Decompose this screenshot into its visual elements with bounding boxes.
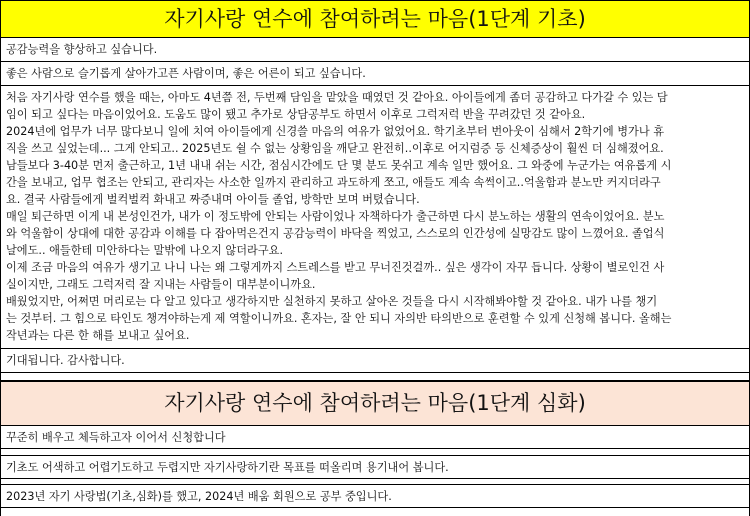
story-line: 직을 쓰고 싶었는데... 그게 안되고.. 2025년도 쉴 수 없는 상황임을 깨닫고 완전히..이후로 어지럼증 등 신체증상이 훨씬 더 심해졌어요. xyxy=(6,142,664,155)
story-line: 요. 결국 사람들에게 벌컥벌컥 화내고 짜증내며 아이들 졸업, 방학만 보며 버텼습니다. xyxy=(6,193,420,206)
story-line: 작년과는 다른 한 해를 보내고 싶어요. xyxy=(6,329,190,342)
advanced-response-3: 2023년 자기 사랑법(기초,심화)를 했고, 2024년 배움 회원으로 공부 중입니다. xyxy=(1,485,749,508)
basic-response-1: 공감능력을 향상하고 싶습니다. xyxy=(1,38,749,62)
story-line: 임이 되고 싶다는 마음이었어요. 도움도 많이 됐고 추가로 상담공부도 하면서 이후로 그럭저럭 반을 꾸려갔던 것 같아요. xyxy=(6,108,586,121)
basic-response-story xyxy=(1,86,749,349)
section-title-advanced: 자기사랑 연수에 참여하려는 마음(1단계 심화) xyxy=(1,381,749,426)
story-line: 2024년에 업무가 너무 많다보니 일에 치여 아이들에게 신경쓸 마음의 여유가 없었어요. 학기초부터 번아웃이 심해서 2학기에 병가나 휴 xyxy=(6,125,665,138)
story-line: 는 것부터. 그 힘으로 타인도 챙겨야하는게 제 역할이니까요. 혼자는, 잘 안 되니 자의반 타의반으로 훈련할 수 있게 신청해 봅니다. 올해는 xyxy=(6,312,672,325)
advanced-response-1: 꾸준히 배우고 체득하고자 이어서 신청합니다 xyxy=(1,426,749,449)
story-line: 매일 퇴근하면 이게 내 본성인건가, 내가 이 정도밖에 안되는 사람이었나 자책하다가 출근하면 다시 분노하는 생활의 연속이었어요. 분노 xyxy=(6,210,665,223)
row-gap xyxy=(1,373,749,381)
story-line: 이제 조금 마음의 여유가 생기고 나니 나는 왜 그렇게까지 스트레스를 받고 무너진것걸까.. 싶은 생각이 자꾸 듭니다. 상황이 별로인건 사 xyxy=(6,261,665,274)
section-title-basic: 자기사랑 연수에 참여하려는 마음(1단계 기초) xyxy=(1,0,749,38)
story-line: 배웠었지만, 어쩌면 머리로는 다 알고 있다고 생각하지만 실천하지 못하고 살아온 것들을 다시 시작해봐야할 것 같아요. 내가 나를 챙기 xyxy=(6,295,658,308)
basic-response-2: 좋은 사람으로 슬기롭게 살아가고픈 사람이며, 좋은 어른이 되고 싶습니다. xyxy=(1,62,749,86)
story-line: 와 억울함이 상대에 대한 공감과 이해를 다 잡아먹은건지 공감능력이 바닥을 찍었고, 스스로의 인간성에 실망감도 많이 느꼈어요. 졸업식 xyxy=(6,227,665,240)
story-line: 실이지만, 그래도 그럭저럭 잘 지내는 사람들이 대부분이니까요. xyxy=(6,278,316,291)
story-line: 남들보다 3-40분 먼저 출근하고, 1년 내내 쉬는 시간, 점심시간에도 단 몇 분도 못쉬고 계속 일만 했어요. 그 와중에 누군가는 여유롭게 시 xyxy=(6,159,672,172)
basic-response-4: 기대됩니다. 감사합니다. xyxy=(1,349,749,373)
advanced-response-2: 기초도 어색하고 어렵기도하고 두렵지만 자기사랑하기란 목표를 떠올리며 용기내어 봅니다. xyxy=(1,456,749,479)
story-line: 날에도.. 애들한테 미안하다는 말밖에 나오지 않더라구요. xyxy=(6,244,284,257)
story-line: 간을 보내고, 업무 협조는 안되고, 관리자는 사소한 일까지 관리하고 과도하게 쪼고, 애들도 계속 속썩이고..억울함과 분노만 커지더라구 xyxy=(6,176,661,189)
row-gap xyxy=(1,449,749,456)
story-line: 처음 자기사랑 연수를 했을 때는, 아마도 4년쯤 전, 두번째 담임을 맡았을 때였던 것 같아요. 아이들에게 좀더 공감하고 다가갈 수 있는 담 xyxy=(6,91,668,104)
